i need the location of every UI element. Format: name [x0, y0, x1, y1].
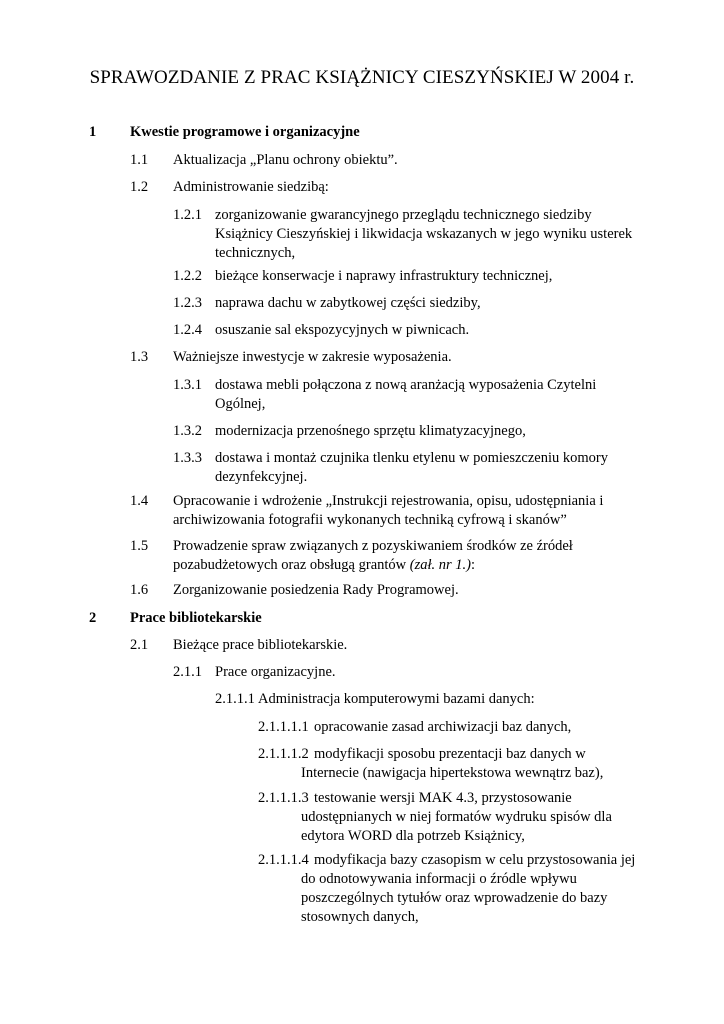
list-item-2-1-1-1-3: [258, 789, 698, 846]
item-text: Bieżące prace bibliotekarskie.: [173, 637, 348, 653]
item-number: 1.2.3: [173, 295, 202, 311]
section-heading: Kwestie programowe i organizacyjne: [130, 124, 360, 140]
document-title: SPRAWOZDANIE Z PRAC KSIĄŻNICY CIESZYŃSKIEJ W 2004 r.: [89, 67, 635, 88]
item-text-line: modyfikacja bazy czasopism w celu przystosowania jej: [314, 852, 636, 868]
item-number: 1.1: [130, 152, 149, 168]
section-1: [89, 123, 689, 142]
list-item-1-2-1: [173, 206, 693, 263]
item-number: 2.1.1: [173, 664, 202, 680]
item-text-line: edytora WORD dla potrzeb Książnicy,: [301, 828, 525, 844]
list-item-1-3-1: [173, 376, 693, 414]
item-number: 1.6: [130, 582, 149, 598]
item-text-line: archiwizowania fotografii wykonanych techniką cyfrową i skanów”: [173, 512, 567, 528]
item-number: 2.1.1.1: [215, 691, 255, 707]
list-item-1-2-4: [173, 321, 693, 340]
item-number: 2.1.1.1.2: [258, 746, 309, 762]
list-item-1-2-2: [173, 267, 693, 286]
item-text: opracowanie zasad archiwizacji baz danych,: [314, 719, 572, 735]
item-number: 1.3.2: [173, 423, 202, 439]
list-item-2-1-1-1-1: [258, 718, 698, 737]
item-number: 1.2.1: [173, 207, 202, 223]
item-text-line: stosownych danych,: [301, 909, 419, 925]
item-number: 2.1.1.1.1: [258, 719, 309, 735]
section-heading: Prace bibliotekarskie: [130, 610, 262, 626]
item-text-line: testowanie wersji MAK 4.3, przystosowanie: [314, 790, 572, 806]
item-text: Prace organizacyjne.: [215, 664, 336, 680]
item-number: 2.1: [130, 637, 149, 653]
list-item-1-6: [130, 581, 690, 600]
item-number: 1.3.3: [173, 450, 202, 466]
list-item-2-1-1-1-4: [258, 851, 698, 927]
item-text-line: dostawa i montaż czujnika tlenku etylenu w pomieszczeniu komory: [215, 450, 608, 466]
item-text-line: Ogólnej,: [215, 396, 266, 412]
item-text: naprawa dachu w zabytkowej części siedziby,: [215, 295, 481, 311]
item-text-line: Internecie (nawigacja hipertekstowa wewnątrz baz),: [301, 765, 604, 781]
list-item-2-1-1: [173, 663, 693, 682]
list-item-2-1-1-1: [215, 690, 695, 709]
section-number: 1: [89, 124, 97, 140]
item-number: 1.2.2: [173, 268, 202, 284]
item-number: 2.1.1.1.3: [258, 790, 309, 806]
item-text-line: Opracowanie i wdrożenie „Instrukcji rejestrowania, opisu, udostępniania i: [173, 493, 604, 509]
item-text-line: dezynfekcyjnej.: [215, 469, 308, 485]
item-number: 1.2: [130, 179, 149, 195]
item-text: bieżące konserwacje i naprawy infrastruktury technicznej,: [215, 268, 553, 284]
item-text-line: poszczególnych tytułów oraz wprowadzenie do bazy: [301, 890, 608, 906]
item-text: Aktualizacja „Planu ochrony obiektu”.: [173, 152, 398, 168]
item-text-line: Książnicy Cieszyńskiej i likwidacja wskazanych w jego wyniku usterek: [215, 226, 633, 242]
list-item-1-3: [130, 348, 690, 367]
list-item-1-4: [130, 492, 690, 530]
item-text-line: udostępnianych w niej formatów wydruku spisów dla: [301, 809, 612, 825]
item-text-line: Prowadzenie spraw związanych z pozyskiwaniem środków ze źródeł: [173, 538, 573, 554]
item-text: Zorganizowanie posiedzenia Rady Programowej.: [173, 582, 459, 598]
item-text-part: :: [471, 557, 476, 573]
attachment-reference: (zał. nr 1.): [409, 557, 471, 573]
item-number: 1.5: [130, 538, 149, 554]
list-item-1-5: [130, 537, 690, 575]
item-text: modernizacja przenośnego sprzętu klimatyzacyjnego,: [215, 423, 526, 439]
item-number: 1.4: [130, 493, 149, 509]
list-item-1-2-3: [173, 294, 693, 313]
item-text-line: zorganizowanie gwarancyjnego przeglądu technicznego siedziby: [215, 207, 592, 223]
item-text-line: modyfikacji sposobu prezentacji baz danych w: [314, 746, 586, 762]
item-text: Administrowanie siedzibą:: [173, 179, 329, 195]
section-number: 2: [89, 610, 97, 626]
item-text: osuszanie sal ekspozycyjnych w piwnicach.: [215, 322, 470, 338]
item-number: 1.3: [130, 349, 149, 365]
list-item-2-1-1-1-2: [258, 745, 698, 783]
list-item-1-3-2: [173, 422, 693, 441]
list-item-2-1: [130, 636, 690, 655]
item-text-part: pozabudżetowych oraz obsługą grantów: [173, 557, 410, 573]
item-text-line: dostawa mebli połączona z nową aranżacją wyposażenia Czytelni: [215, 377, 597, 393]
list-item-1-2: [130, 178, 690, 197]
item-number: 1.2.4: [173, 322, 202, 338]
item-number: 2.1.1.1.4: [258, 852, 309, 868]
item-number: 1.3.1: [173, 377, 202, 393]
item-text: Ważniejsze inwestycje w zakresie wyposażenia.: [173, 349, 452, 365]
item-text-line: technicznych,: [215, 245, 296, 261]
item-text-line: [173, 556, 690, 575]
item-text-line: do odnotowywania informacji o źródle wpływu: [301, 871, 577, 887]
item-text: Administracja komputerowymi bazami danych:: [258, 691, 535, 707]
list-item-1-3-3: [173, 449, 693, 487]
section-2: [89, 609, 689, 628]
list-item-1-1: [130, 151, 690, 170]
